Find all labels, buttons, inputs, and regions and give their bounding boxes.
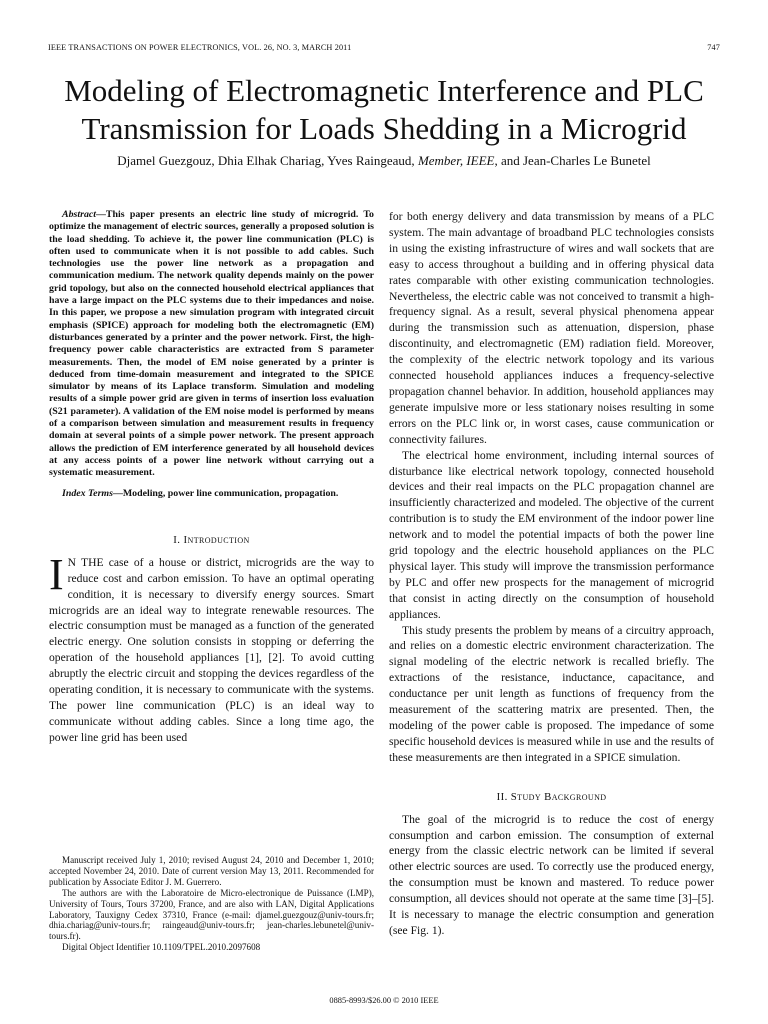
index-terms-label: Index Terms (62, 487, 113, 499)
abstract-label: Abstract (62, 209, 97, 220)
body-paragraph: The goal of the microgrid is to reduce the cost of energy consumption and carbon emission. The consumption of external energy from the classic electric network can be limited if several other electric sources are used. To correctly use the produced energy, the consumption must be known and mastered. To reduce power consumption, all devices should not operate at the same time [3]–[5]. It is necessary to manage the electric consumption and generation (see Fig. 1). (389, 812, 714, 937)
paper-title (20, 72, 748, 148)
running-header (48, 43, 720, 55)
section-heading-background (389, 790, 714, 806)
right-column (389, 209, 714, 939)
section-heading-introduction (49, 533, 374, 549)
author-names: Djamel Guezgouz, Dhia Elhak Chariag, Yves Raingeaud, (117, 153, 415, 168)
section-number: I. (173, 533, 181, 546)
section-title: Introduction (183, 533, 250, 546)
index-terms-text: —Modeling, power line communication, propagation. (112, 487, 339, 499)
body-paragraph: for both energy delivery and data transmission by means of a PLC system. The main advantage of broadband PLC technologies consists in using the existing infrastructure of wires and wall sockets that are easy to access throughout a building and in offering physical data rates comparable with other existing communication technologies. Nevertheless, the electric cable was not conceived to transmit a high-frequency signal. As a result, several physical phenomena appear during the transmission such as attenuation, dispersion, phase discontinuity, and electromagnetic (EM) radiation field. Moreover, the complexity of the electric network topology and its various connected household appliances induces a frequency-selective propagation channel behavior. In addition, household appliances may generate impulsive more or less stationary noises resulting in some errors on the PLC link or, in worst cases, cause communication or connectivity failures. (389, 210, 714, 446)
author-list (20, 153, 748, 169)
title-line-1: Modeling of Electromagnetic Interference and PLC (64, 73, 704, 108)
footnote-doi: Digital Object Identifier 10.1109/TPEL.2010.2097608 (62, 942, 261, 953)
page-number: 747 (707, 43, 720, 52)
footnote-affiliation: The authors are with the Laboratoire de Micro-electronique de Puissance (LMP), University of Tours, Tours 37200, France, and are also with LAN, Digital Applications Laboratory, Tauxigny Cedex 37310, France (e-mail: djamel.guezgouz@univ-tours.fr; dhia.chariag@univ-tours.fr; raingeaud@univ-tours.fr; jean-charles.lebunetel@univ-tours.fr). (49, 887, 374, 942)
abstract-text: This paper presents an electric line study of microgrid. To optimize the management of electric sources, generally a proposed solution is the load shedding. To achieve it, the power line communication (PLC) is often used to communicate when it is not possible to add cables. Such technologies use the power line network as a propagation and communication medium. The network quality depends mainly on the power grid topology, but also on the connected household electrical appliances that have a large impact on the PLC systems due to their impedances and noise. In this paper, we propose a new simulation program with integrated circuit emphasis (SPICE) approach for modeling both the electromagnetic (EM) disturbances generated by a printer and the power network. First, the high-frequency power cable characteristics are extracted from S parameter measurements. Then, the model of EM noise generated by a printer is deduced from time-domain measurement and integrated to the SPICE simulator by means of its Laplace transform. Simulation and modeling results of a simple power grid are given in terms of insertion loss evaluation (S21 parameter). A validation of the EM noise model is performed by means of a comparison between simulation and measurement results in frequency domain at several points of a simple power network. The present approach allows the prediction of EM interference generated by all household devices at any access points of a power line network without carrying out a systematic measurement. (49, 209, 374, 479)
footnote-received: Manuscript received July 1, 2010; revised August 24, 2010 and December 1, 2010; accepted November 24, 2010. Date of current version May 13, 2011. Recommended for publication by Associate Editor J. M. Guerrero. (49, 855, 374, 887)
author-last: , and Jean-Charles Le Bunetel (494, 153, 651, 168)
section-title: Study Background (510, 790, 607, 803)
drop-cap: I (49, 549, 64, 599)
journal-name: IEEE TRANSACTIONS ON POWER ELECTRONICS, VOL. 26, NO. 3, MARCH 2011 (48, 43, 352, 52)
abstract (49, 209, 374, 480)
copyright-footer: 0885-8993/$26.00 © 2010 IEEE (329, 996, 439, 1005)
author-membership: Member, IEEE (417, 153, 495, 168)
intro-paragraph (49, 549, 374, 746)
section-number: II. (496, 790, 508, 803)
left-column (49, 209, 374, 746)
title-line-2: Transmission for Loads Shedding in a Microgrid (81, 111, 687, 146)
abstract-dash: — (96, 209, 106, 220)
index-terms (49, 488, 374, 500)
body-paragraph: This study presents the problem by means of a circuitry approach, and relies on a domestic electric environment characterization. The signal modeling of the electric network is recalled briefly. The extractions of the resistance, inductance, capacitance, and conductance per unit length as functions of frequency from the measurement of the scattering matrix are presented. Then, the modeling of the power cable is proposed. The impedance of some specific household devices is measured while in use and the results of these measurements are then integrated in a SPICE simulation. (389, 623, 714, 764)
intro-text: N THE case of a house or district, microgrids are the way to reduce cost and carbon emission. To have an optimal operating condition, it is necessary to diversify energy sources. Smart microgrids are an ideal way to integrate renewable resources. The electric consumption must be managed as a function of the generated electric energy. One solution consists in stopping or deferring the operation of the household appliances [1], [2]. To avoid cutting abruptly the electric circuit and stopping the devices regardless of the operating condition, it is necessary to communicate with the systems. The power line communication (PLC) is an ideal way to communicate without adding cables. Since a long time ago, the power line grid has been used (49, 555, 374, 744)
body-paragraph: The electrical home environment, including internal sources of disturbance like electrical network topology, connected household devices and their real impacts on the PLC propagation channel are insufficiently characterized and modeled. The objective of the current contribution is to study the EM environment of the indoor power line network and to model the potential impacts of both the power line grid topology and the electric household appliances on the PLC physical layer. This study will improve the transmission performance by PLC and offer new prospects for the management of microgrid that consist in acting directly on the consumption of household appliances. (389, 448, 714, 621)
footnotes (49, 855, 374, 953)
